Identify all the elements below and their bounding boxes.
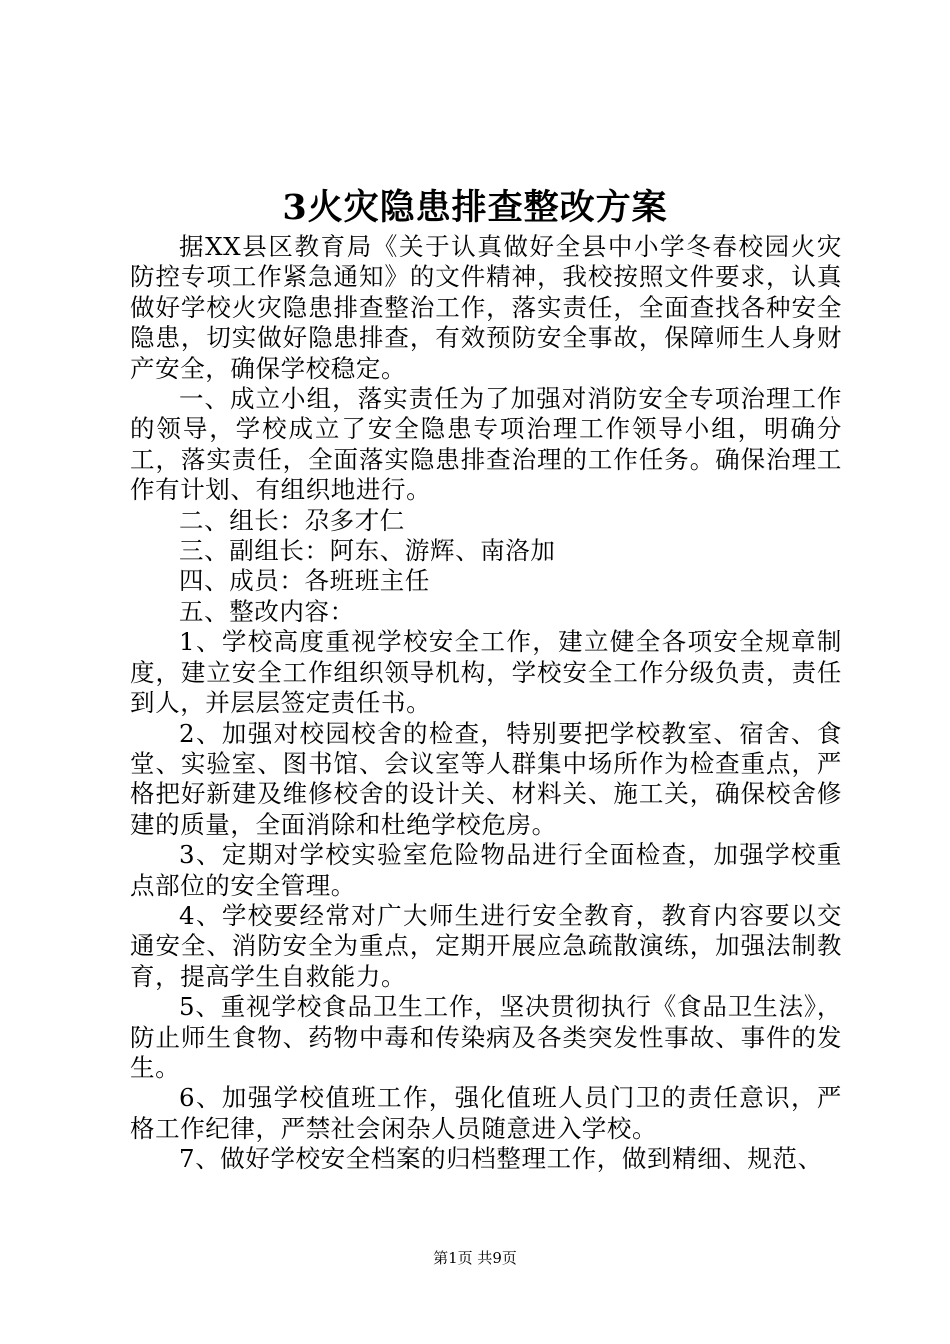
paragraph-item-3: 3、定期对学校实验室危险物品进行全面检查，加强学校重点部位的安全管理。 — [130, 840, 842, 900]
paragraph-item-5: 5、重视学校食品卫生工作，坚决贯彻执行《食品卫生法》，防止师生食物、药物中毒和传染病及各类突发性事故、事件的发生。 — [130, 992, 842, 1082]
page-number-footer: 第1页 共9页 — [433, 1249, 517, 1267]
paragraph-item-6: 6、加强学校值班工作，强化值班人员门卫的责任意识，严格工作纪律，严禁社会闲杂人员随意进入学校。 — [130, 1083, 842, 1143]
paragraph-section-1: 一、成立小组，落实责任为了加强对消防安全专项治理工作的领导，学校成立了安全隐患专项治理工作领导小组，明确分工，落实责任，全面落实隐患排查治理的工作任务。确保治理工作有计划、有组织地进行。 — [130, 384, 842, 505]
document-body — [130, 232, 842, 1175]
paragraph-members: 四、成员：各班班主任 — [179, 566, 430, 596]
paragraph-item-2: 2、加强对校园校舍的检查，特别要把学校教室、宿舍、食堂、实验室、图书馆、会议室等人群集中场所作为检查重点，严格把好新建及维修校舍的设计关、材料关、施工关，确保校舍修建的质量，全面消除和杜绝学校危房。 — [130, 718, 842, 839]
document-title: 3火灾隐患排查整改方案 — [282, 187, 668, 228]
paragraph-item-1: 1、学校高度重视学校安全工作，建立健全各项安全规章制度，建立安全工作组织领导机构，学校安全工作分级负责，责任到人，并层层签定责任书。 — [130, 627, 842, 718]
paragraph-intro: 据XX县区教育局《关于认真做好全县中小学冬春校园火灾防控专项工作紧急通知》的文件精神，我校按照文件要求，认真做好学校火灾隐患排查整治工作，落实责任，全面查找各种安全隐患，切实做好隐患排查，有效预防安全事故，保障师生人身财产安全，确保学校稳定。 — [130, 232, 842, 383]
paragraph-item-7: 7、做好学校安全档案的归档整理工作，做到精细、规范、 — [179, 1144, 823, 1174]
paragraph-rectification-heading: 五、整改内容： — [179, 596, 355, 626]
paragraph-item-4: 4、学校要经常对广大师生进行安全教育，教育内容要以交通安全、消防安全为重点，定期开展应急疏散演练，加强法制教育，提高学生自救能力。 — [130, 900, 842, 991]
paragraph-leader: 二、组长：尕多才仁 — [179, 505, 405, 535]
paragraph-deputy-leader: 三、副组长：阿东、游辉、南洛加 — [179, 536, 556, 566]
